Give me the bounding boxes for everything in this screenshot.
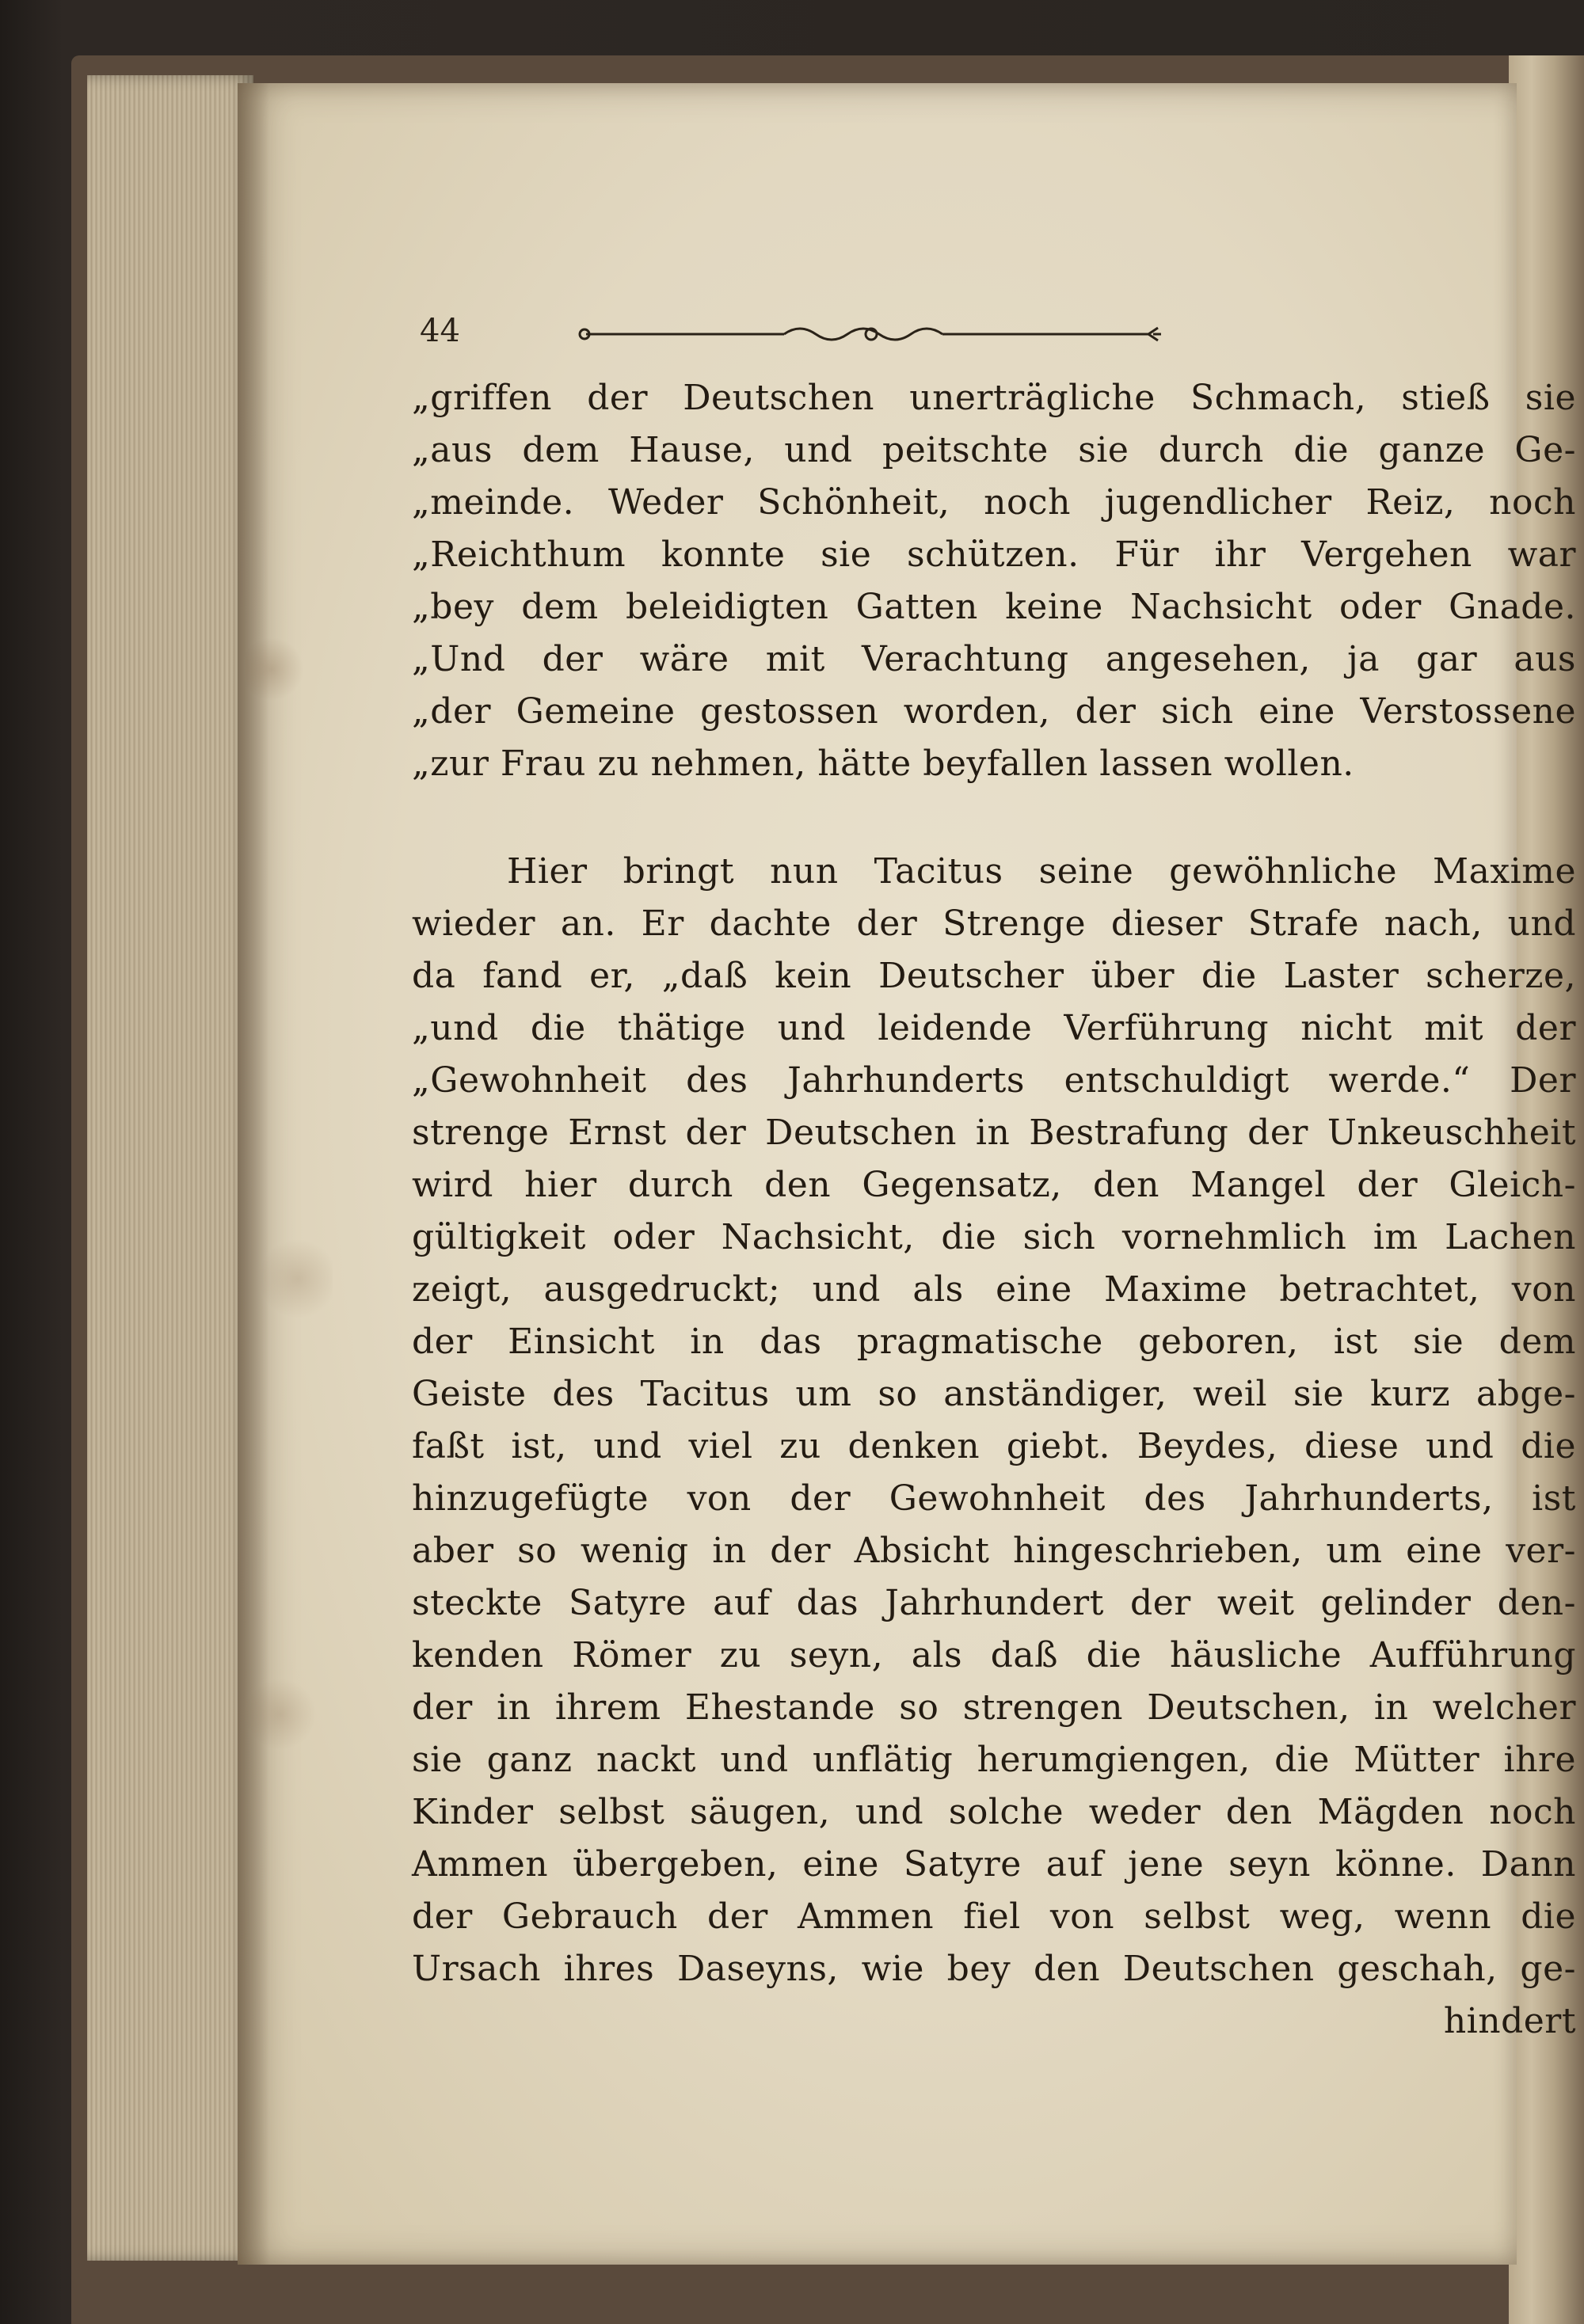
foxing-stains [246, 321, 333, 2063]
text-line: Ammen übergeben, eine Satyre auf jene seyn könne. Dann [412, 1844, 1576, 1885]
text-line: „und die thätige und leidende Verführung nicht mit der [412, 1008, 1576, 1048]
text-line: steckte Satyre auf das Jahrhundert der weit gelinder den- [412, 1583, 1576, 1623]
page-header [420, 313, 1370, 360]
text-line: Kinder selbst säugen, und solche weder den Mägden noch [412, 1792, 1576, 1832]
ornament-rule-icon [578, 322, 1164, 346]
text-line: wieder an. Er dachte der Strenge dieser Strafe nach, und [412, 903, 1576, 944]
text-line: der Gebrauch der Ammen fiel von selbst weg, wenn die [412, 1896, 1576, 1937]
text-line: faßt ist, und viel zu denken giebt. Beydes, diese und die [412, 1426, 1576, 1466]
page-number: 44 [420, 313, 460, 349]
text-line: aber so wenig in der Absicht hingeschrieben, um eine ver- [412, 1531, 1576, 1571]
paragraph-2 [412, 846, 1576, 1995]
text-line: „griffen der Deutschen unerträgliche Schmach, stieß sie [412, 378, 1576, 418]
text-line: hinzugefügte von der Gewohnheit des Jahrhunderts, ist [412, 1478, 1576, 1519]
text-line: „bey dem beleidigten Gatten keine Nachsicht oder Gnade. [412, 587, 1576, 627]
text-line: „aus dem Hause, und peitschte sie durch die ganze Ge- [412, 430, 1576, 470]
text-line: gültigkeit oder Nachsicht, die sich vornehmlich im Lachen [412, 1217, 1576, 1257]
text-line: der in ihrem Ehestande so strengen Deutschen, in welcher [412, 1687, 1576, 1728]
text-line: zeigt, ausgedruckt; und als eine Maxime betrachtet, von [412, 1269, 1576, 1310]
catchword: hindert [1443, 2001, 1576, 2041]
text-line: Geiste des Tacitus um so anständiger, weil sie kurz abge- [412, 1374, 1576, 1414]
text-line: „zur Frau zu nehmen, hätte beyfallen lassen wollen. [412, 744, 1354, 784]
text-line: da fand er, „daß kein Deutscher über die Laster scherze, [412, 956, 1576, 996]
text-line: strenge Ernst der Deutschen in Bestrafung der Unkeuschheit [412, 1113, 1576, 1153]
text-line: Ursach ihres Daseyns, wie bey den Deutschen geschah, ge- [412, 1949, 1576, 1989]
book-page [238, 83, 1576, 2265]
page-stack-left [87, 75, 253, 2261]
text-line: Hier bringt nun Tacitus seine gewöhnliche Maxime [507, 851, 1576, 892]
text-line: „Gewohnheit des Jahrhunderts entschuldigt werde.“ Der [412, 1060, 1576, 1101]
text-line: sie ganz nackt und unflätig herumgiengen, die Mütter ihre [412, 1740, 1576, 1780]
text-line: „meinde. Weder Schönheit, noch jugendlicher Reiz, noch [412, 482, 1576, 523]
text-line: wird hier durch den Gegensatz, den Mangel der Gleich- [412, 1165, 1576, 1205]
text-line: „Reichthum konnte sie schützen. Für ihr Vergehen war [412, 534, 1576, 575]
text-line: kenden Römer zu seyn, als daß die häusliche Aufführung [412, 1635, 1576, 1675]
text-line: „Und der wäre mit Verachtung angesehen, ja gar aus [412, 639, 1576, 679]
page-text [412, 372, 1576, 2048]
paragraph-1 [412, 372, 1576, 790]
text-line: „der Gemeine gestossen worden, der sich eine Verstossene [412, 691, 1576, 732]
text-line: der Einsicht in das pragmatische geboren, ist sie dem [412, 1322, 1576, 1362]
